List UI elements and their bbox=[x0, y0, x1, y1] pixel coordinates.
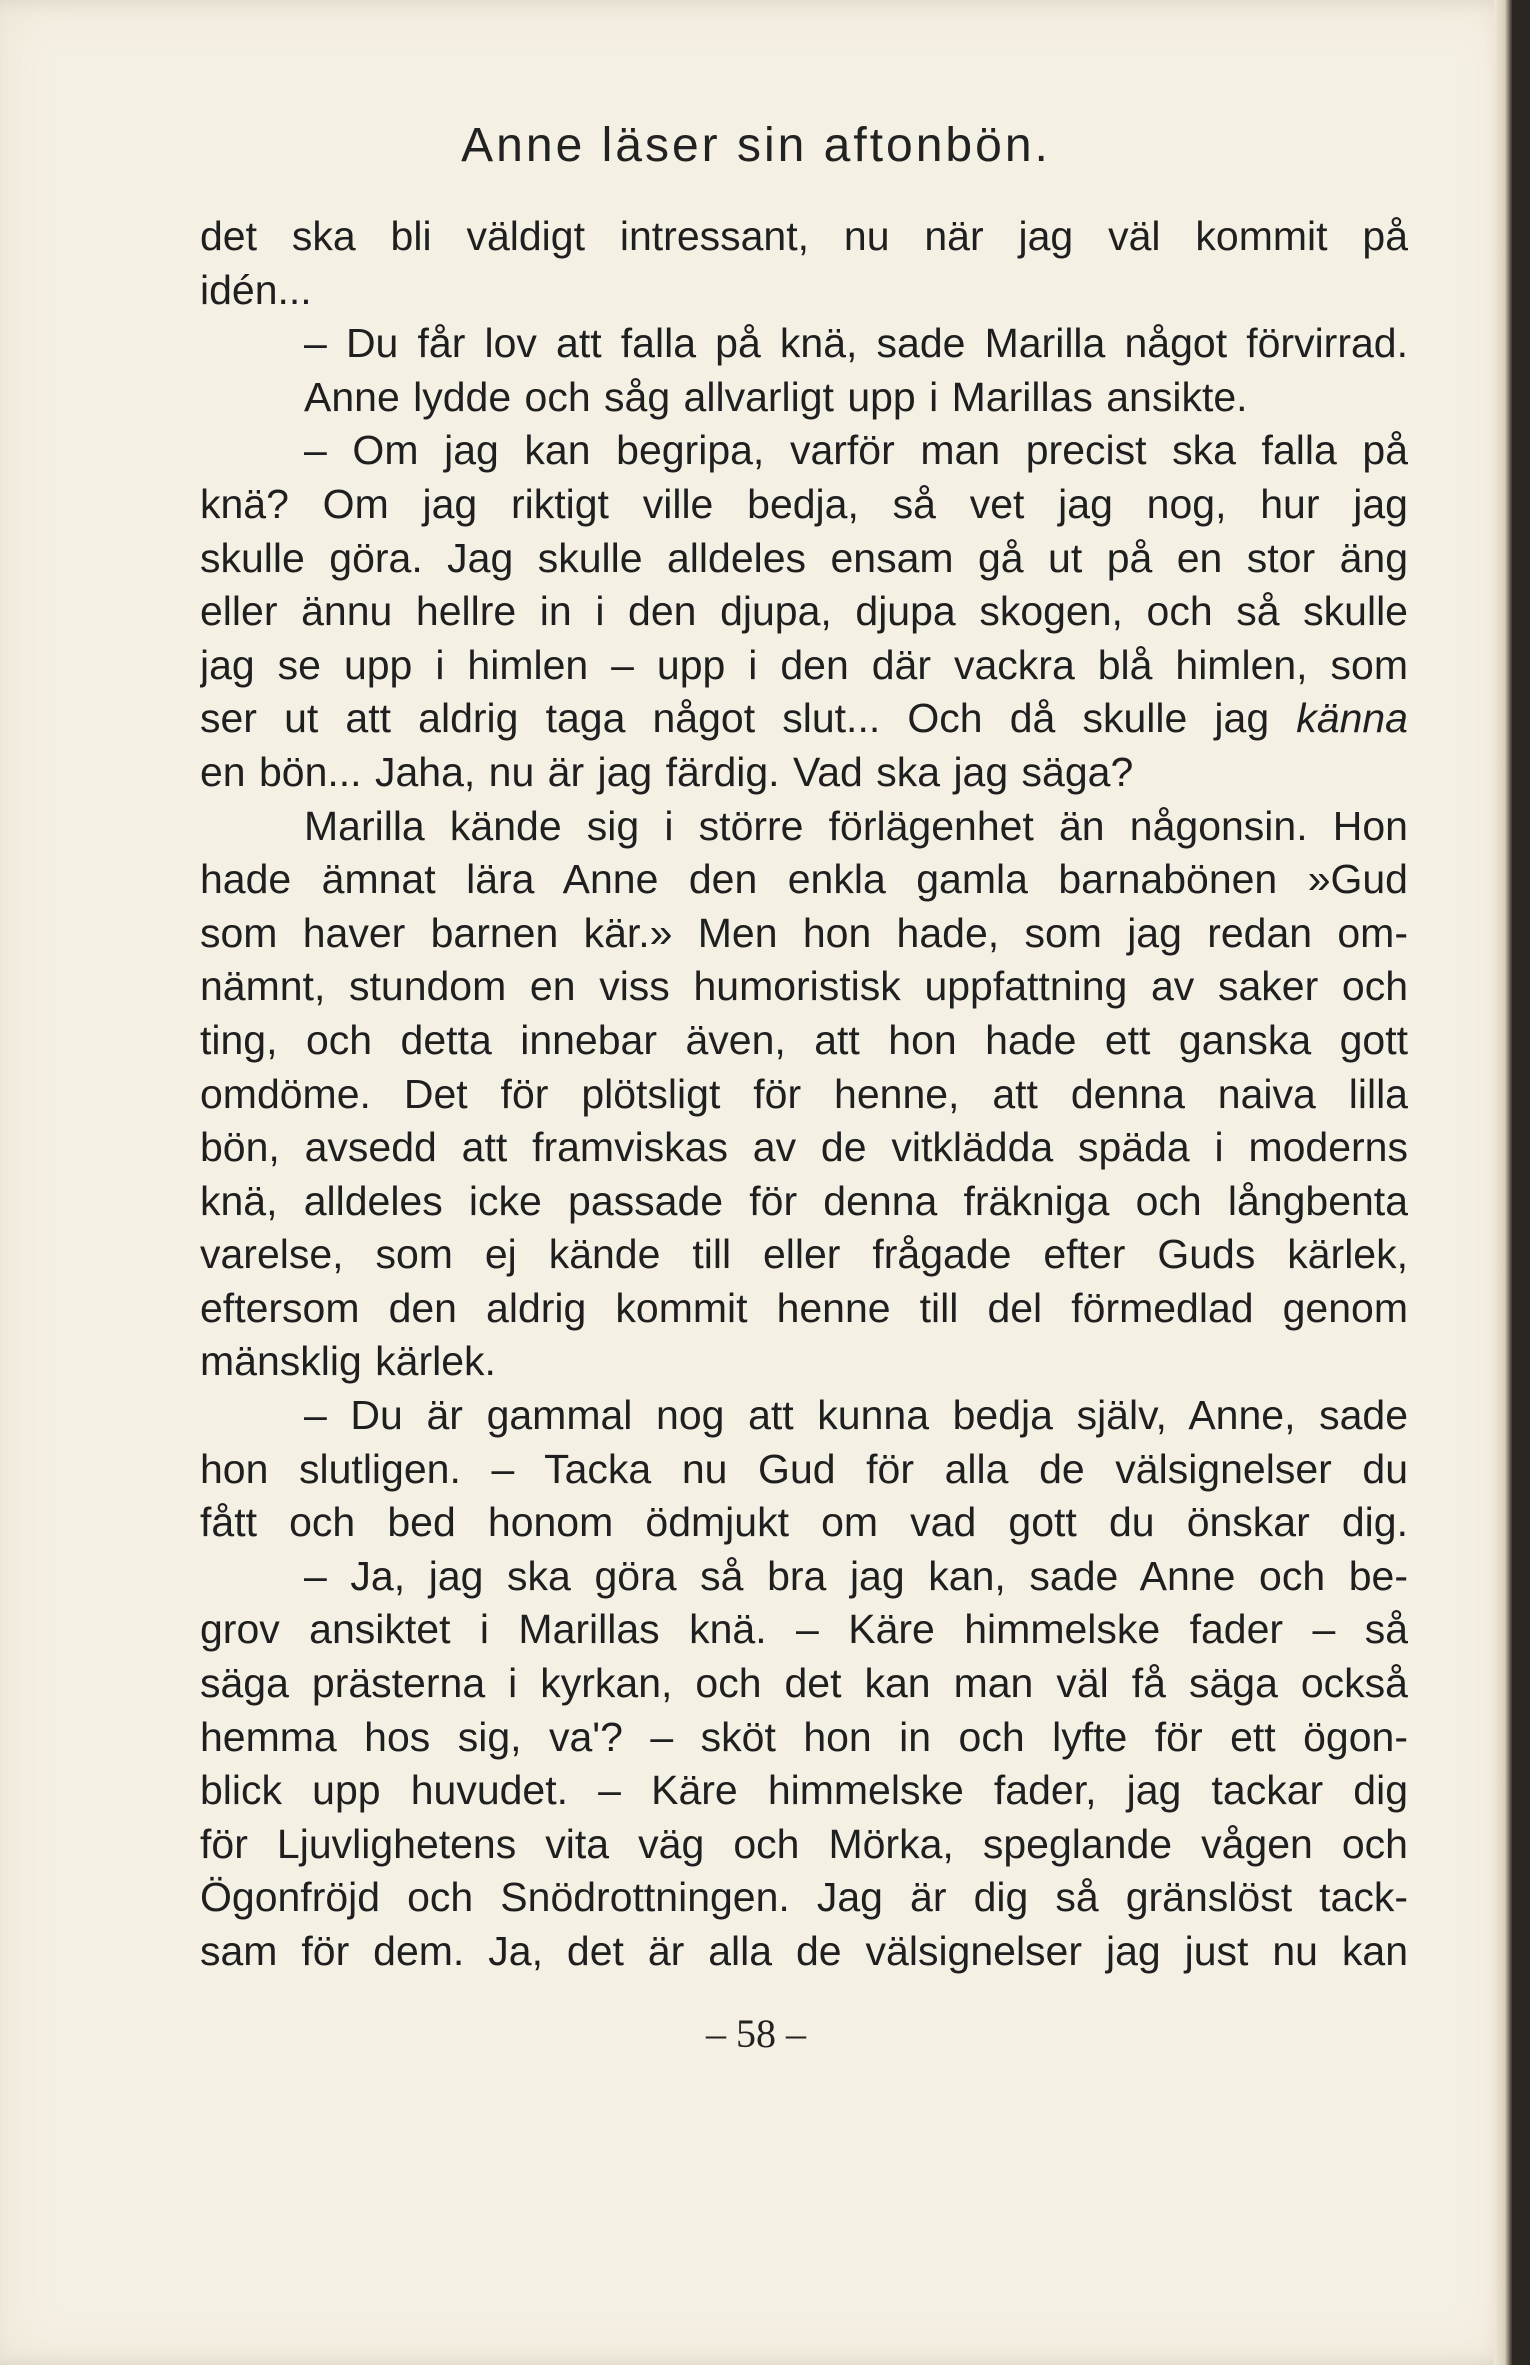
text-line: hade ämnat lära Anne den enkla gamla barnabönen »Gud bbox=[200, 856, 1408, 903]
text-line: knä, alldeles icke passade för denna fräkniga och långbenta bbox=[200, 1177, 1408, 1224]
body-text bbox=[200, 210, 1408, 1979]
text-line: jag se upp i himlen – upp i den där vackra blå himlen, som bbox=[200, 641, 1408, 688]
text-line: fått och bed honom ödmjukt om vad gott du önskar dig. bbox=[200, 1499, 1408, 1546]
text-line: omdöme. Det för plötsligt för henne, att denna naiva lilla bbox=[200, 1070, 1408, 1117]
text-line: sam för dem. Ja, det är alla de välsignelser jag just nu kan bbox=[200, 1928, 1408, 1974]
text-line: eftersom den aldrig kommit henne till del förmedlad genom bbox=[200, 1284, 1408, 1331]
text-line: en bön... Jaha, nu är jag färdig. Vad ska jag säga? bbox=[200, 748, 1134, 795]
text-line: säga prästerna i kyrkan, och det kan man väl få säga också bbox=[200, 1660, 1408, 1707]
text-line: varelse, som ej kände till eller frågade efter Guds kärlek, bbox=[200, 1231, 1408, 1278]
text-line: Marilla kände sig i större förlägenhet än någonsin. Hon bbox=[304, 802, 1408, 849]
text-line: idén... bbox=[200, 266, 312, 313]
text-line: – Du får lov att falla på knä, sade Marilla något förvirrad. bbox=[304, 320, 1408, 367]
page-number: – 58 – bbox=[706, 2011, 806, 2056]
text-line bbox=[200, 692, 1408, 746]
text-line: eller ännu hellre in i den djupa, djupa skogen, och så skulle bbox=[200, 588, 1408, 635]
text-line: – Om jag kan begripa, varför man precist ska falla på bbox=[304, 427, 1408, 474]
text-line: hon slutligen. – Tacka nu Gud för alla de välsignelser du bbox=[200, 1445, 1408, 1492]
text-line: nämnt, stundom en viss humoristisk uppfattning av saker och bbox=[200, 963, 1408, 1010]
text-line: som haver barnen kär.» Men hon hade, som jag redan om- bbox=[200, 909, 1408, 956]
text-line: Anne lydde och såg allvarligt upp i Marillas ansikte. bbox=[304, 373, 1248, 420]
text-line: – Du är gammal nog att kunna bedja själv, Anne, sade bbox=[304, 1392, 1408, 1439]
text-line: hemma hos sig, va'? – sköt hon in och lyfte för ett ögon- bbox=[200, 1713, 1408, 1760]
text-line: Ögonfröjd och Snödrottningen. Jag är dig så gränslöst tack- bbox=[200, 1874, 1408, 1921]
text-line: ting, och detta innebar även, att hon hade ett ganska gott bbox=[200, 1016, 1408, 1063]
text-line: mänsklig kärlek. bbox=[200, 1338, 496, 1385]
text-line: för Ljuvlighetens vita väg och Mörka, speglande vågen och bbox=[200, 1820, 1408, 1867]
text-line: skulle göra. Jag skulle alldeles ensam gå ut på en stor äng bbox=[200, 534, 1408, 581]
text-line: blick upp huvudet. – Käre himmelske fader, jag tackar dig bbox=[200, 1767, 1408, 1814]
emphasis-word: känna bbox=[1296, 695, 1408, 742]
running-head: Anne läser sin aftonbön. bbox=[461, 119, 1051, 172]
text-line-start: ser ut att aldrig taga något slut... Och då skulle jag bbox=[200, 695, 1270, 742]
text-line: knä? Om jag riktigt ville bedja, så vet jag nog, hur jag bbox=[200, 480, 1408, 527]
text-line: grov ansiktet i Marillas knä. – Käre himmelske fader – så bbox=[200, 1606, 1408, 1653]
text-line: bön, avsedd att framviskas av de vitklädda späda i moderns bbox=[200, 1124, 1408, 1171]
text-line: – Ja, jag ska göra så bra jag kan, sade Anne och be- bbox=[304, 1552, 1408, 1599]
text-line: det ska bli väldigt intressant, nu när jag väl kommit på bbox=[200, 213, 1408, 259]
